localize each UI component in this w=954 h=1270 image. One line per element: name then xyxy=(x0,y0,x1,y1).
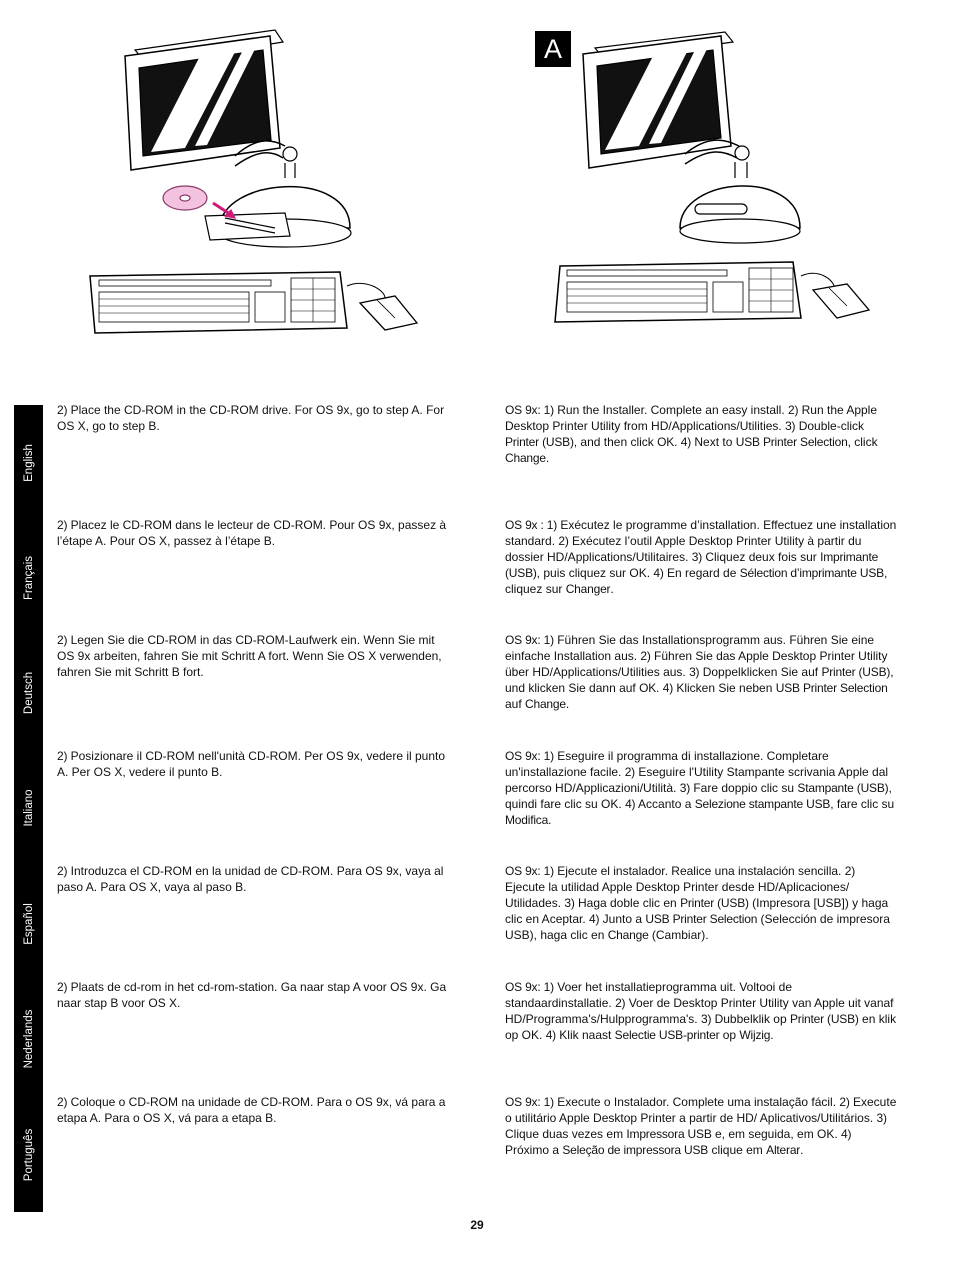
ui-term: OS 9x: 1) xyxy=(505,1095,554,1109)
ui-term: OK xyxy=(657,435,675,449)
ui-term: 4) xyxy=(662,681,673,695)
body-text: Execute o Instalador. Complete uma instalação fácil. xyxy=(553,1095,840,1109)
ui-term: 3) xyxy=(691,550,703,564)
body-text: , und klicken Sie dann auf xyxy=(505,665,894,695)
instruction-block-right xyxy=(505,979,898,1043)
ui-term: Impressora USB xyxy=(626,1127,712,1141)
body-text: Exécutez l’outil Apple Desktop Printer Utility à partir du dossier HD/Applications/Utilitaires. xyxy=(505,534,862,564)
ui-term: Change xyxy=(525,697,566,711)
ui-term: 3) xyxy=(876,1111,887,1125)
body-text: Dubbelklik op xyxy=(711,1012,790,1026)
body-text: Next to xyxy=(691,435,736,449)
ui-term: 4) xyxy=(625,797,636,811)
body-text: Accanto a xyxy=(635,797,695,811)
language-label: Français xyxy=(22,555,35,600)
body-text: en klik op OK. xyxy=(505,1012,897,1042)
body-text: (Selección de impresora USB), haga clic en xyxy=(505,912,890,942)
instruction-block-left xyxy=(57,863,447,895)
body-text: . xyxy=(565,697,570,711)
instruction-block-left xyxy=(57,748,447,780)
body-text: . xyxy=(548,813,552,827)
ui-term: Alterar xyxy=(766,1143,801,1157)
body-text: . xyxy=(770,1028,774,1042)
instruction-block-right xyxy=(505,517,898,597)
ui-term: 4) xyxy=(841,1127,852,1141)
language-label: Italiano xyxy=(22,789,35,827)
body-text: , fare clic su xyxy=(830,797,895,811)
ui-term: 2) xyxy=(57,1095,68,1109)
ui-term: Sélection d’imprimante USB xyxy=(739,566,884,580)
ui-term: 3) xyxy=(689,665,700,679)
ui-term: Printer (USB) xyxy=(680,896,749,910)
body-text: . xyxy=(656,681,663,695)
instruction-block-left xyxy=(57,1094,447,1126)
body-text: Clique duas vezes em xyxy=(505,1127,627,1141)
body-text: , puis cliquez sur OK. xyxy=(536,566,654,580)
ui-term: 3) xyxy=(564,896,575,910)
body-text: Run the Apple Desktop Printer Utility from HD/Applications/Utilities. xyxy=(505,403,878,433)
ui-term: Stampante (USB) xyxy=(797,781,889,795)
body-text: , click xyxy=(847,435,878,449)
ui-term: Printer (USB) xyxy=(505,435,574,449)
body-text: op xyxy=(719,1028,740,1042)
body-text: Klicken Sie neben xyxy=(673,681,776,695)
language-label: Português xyxy=(22,1128,35,1181)
ui-term: 2) xyxy=(57,633,68,647)
body-text: Placez le CD-ROM dans le lecteur de CD-ROM. Pour OS 9x, passez à l’étape A. Pour OS X, passez à l’étape B. xyxy=(57,518,447,548)
body-text: (Cambiar). xyxy=(648,928,709,942)
ui-term: 3) xyxy=(785,419,796,433)
ui-term: 4) xyxy=(545,1028,556,1042)
ui-term: Change xyxy=(505,451,546,465)
ui-term: 2) xyxy=(57,518,68,532)
language-label: Nederlands xyxy=(22,1009,35,1069)
body-text: Ejecute la utilidad Apple Desktop Printer desde HD/Aplicaciones/ Utilidades. xyxy=(505,880,850,910)
body-text: Introduzca el CD-ROM en la unidad de CD-ROM. Para OS 9x, vaya al paso A. Para OS X, vaya al paso B. xyxy=(57,864,444,894)
body-text: . xyxy=(674,435,681,449)
ui-term: USB Printer Selection xyxy=(775,681,888,695)
body-text: Legen Sie die CD-ROM in das CD-ROM-Laufwerk ein. Wenn Sie mit OS 9x arbeiten, fahren Sie mit Schritt A fort. Wenn Sie OS X verwenden, fahren Sie mit Schritt B fort. xyxy=(57,633,442,679)
body-text: . xyxy=(800,1143,804,1157)
body-text: Junto a xyxy=(599,912,646,926)
ui-term: USB Printer Selection xyxy=(645,912,758,926)
body-text: Führen Sie das Installationsprogramm aus. Führen Sie eine einfache Installation aus. xyxy=(505,633,875,663)
body-text: Execute o utilitário Apple Desktop Printer a partir de HD/ Aplicativos/Utilitários. xyxy=(505,1095,897,1125)
ui-term: OS 9x: 1) xyxy=(505,980,554,994)
language-label: Deutsch xyxy=(22,671,35,714)
body-text: auf xyxy=(505,697,526,711)
body-text: Klik naast xyxy=(555,1028,615,1042)
ui-term: 4) xyxy=(680,435,692,449)
instruction-block-right xyxy=(505,1094,898,1158)
ui-term: 4) xyxy=(589,912,600,926)
ui-term: 2) xyxy=(788,403,799,417)
instruction-block-left xyxy=(57,517,447,549)
body-text: Doppelklicken Sie auf xyxy=(699,665,822,679)
ui-term: 2) xyxy=(615,996,626,1010)
body-text: , cliquez sur xyxy=(505,566,888,596)
language-label: English xyxy=(22,443,35,482)
ui-term: Change xyxy=(607,928,649,942)
ui-term: OS 9x : 1) xyxy=(505,518,558,532)
ui-term: 3) xyxy=(679,781,691,795)
ui-term: Wijzig xyxy=(739,1028,771,1042)
body-text: Voer de Desktop Printer Utility van Apple uit vanaf HD/Programma's/Hulpprogramma's. xyxy=(505,996,894,1026)
body-text: Exécutez le programme d’installation. Effectuez une installation standard. xyxy=(505,518,897,548)
page-number: 29 xyxy=(470,1218,484,1232)
ui-term: 2) xyxy=(57,749,68,763)
ui-term: Modifica xyxy=(505,813,549,827)
ui-term: USB Printer Selection xyxy=(735,435,848,449)
body-text: Cliquez deux fois sur xyxy=(702,550,821,564)
language-label: Español xyxy=(22,902,35,945)
ui-term: 2) xyxy=(57,864,68,878)
ui-term: 2) xyxy=(844,864,856,878)
body-text: Run the Installer. Complete an easy install. xyxy=(553,403,789,417)
body-text: Haga doble clic en xyxy=(574,896,681,910)
instruction-block-left xyxy=(57,979,447,1011)
ui-term: Printer (USB) xyxy=(789,1012,859,1026)
body-text: Voer het installatieprogramma uit. Voltooi de standaardinstallatie. xyxy=(505,980,793,1010)
instruction-block-left xyxy=(57,632,447,680)
body-text: , and then click xyxy=(573,435,658,449)
ui-term: 2) xyxy=(558,534,569,548)
ui-term: Changer xyxy=(565,582,611,596)
ui-term: OS 9x: 1) xyxy=(505,749,554,763)
instruction-block-right xyxy=(505,402,898,466)
ui-term: 3) xyxy=(700,1012,712,1026)
body-text: Fare doppio clic su xyxy=(690,781,798,795)
ui-term: 2) xyxy=(624,765,635,779)
ui-term: 2) xyxy=(640,649,651,663)
ui-term: OS 9x: 1) xyxy=(505,403,554,417)
instruction-block-left xyxy=(57,402,447,434)
ui-term: Selezione stampante USB xyxy=(694,797,831,811)
body-text: Ejecute el instalador. Realice una instalación sencilla. xyxy=(553,864,845,878)
body-text: . xyxy=(610,582,614,596)
ui-term: OS 9x: 1) xyxy=(505,633,554,647)
language-sidebar xyxy=(14,405,43,1212)
instruction-block-right xyxy=(505,632,898,712)
ui-term: OK xyxy=(639,681,657,695)
imac-cd-insert-illustration xyxy=(85,28,425,346)
ui-term: Selectie USB-printer xyxy=(614,1028,720,1042)
ui-term: 4) xyxy=(653,566,664,580)
body-text: (Impresora [USB]) y haga clic en Aceptar. xyxy=(505,896,889,926)
ui-term: Seleção de impressora USB xyxy=(562,1143,709,1157)
body-text: Eseguire l'Utility Stampante scrivania Apple dal percorso HD/Applicazioni/Utilità. xyxy=(505,765,889,795)
body-text: clique em xyxy=(708,1143,767,1157)
ui-term: OS 9x: 1) xyxy=(505,864,554,878)
body-text: Führen Sie das Apple Desktop Printer Utility über HD/Applications/Utilities aus. xyxy=(505,649,888,679)
body-text: Posizionare il CD-ROM nell'unità CD-ROM. Per OS 9x, vedere il punto A. Per OS X, vedere il punto B. xyxy=(57,749,446,779)
body-text: Double-click xyxy=(795,419,865,433)
ui-term: 2) xyxy=(57,980,68,994)
step-badge: A xyxy=(535,31,571,67)
body-text: e, em seguida, em OK. xyxy=(711,1127,842,1141)
body-text: Próximo a xyxy=(505,1143,563,1157)
instruction-block-right xyxy=(505,863,898,943)
ui-term: Printer (USB) xyxy=(821,665,891,679)
body-text: . xyxy=(545,451,550,465)
body-text: En regard de xyxy=(663,566,740,580)
body-text: , quindi fare clic su OK. xyxy=(505,781,892,811)
imac-illustration xyxy=(535,28,875,328)
body-text: Eseguire il programma di installazione. Completare un'installazione facile. xyxy=(505,749,829,779)
instruction-block-right xyxy=(505,748,898,828)
body-text: Place the CD-ROM in the CD-ROM drive. For OS 9x, go to step A. For OS X, go to step B. xyxy=(57,403,445,433)
ui-term: Imprimante (USB) xyxy=(505,550,879,580)
ui-term: 2) xyxy=(839,1095,850,1109)
ui-term: 2) xyxy=(57,403,68,417)
body-text: Plaats de cd-rom in het cd-rom-station. Ga naar stap A voor OS 9x. Ga naar stap B voor OS X. xyxy=(57,980,447,1010)
body-text: Coloque o CD-ROM na unidade de CD-ROM. Para o OS 9x, vá para a etapa A. Para o OS X, vá para a etapa B. xyxy=(57,1095,446,1125)
